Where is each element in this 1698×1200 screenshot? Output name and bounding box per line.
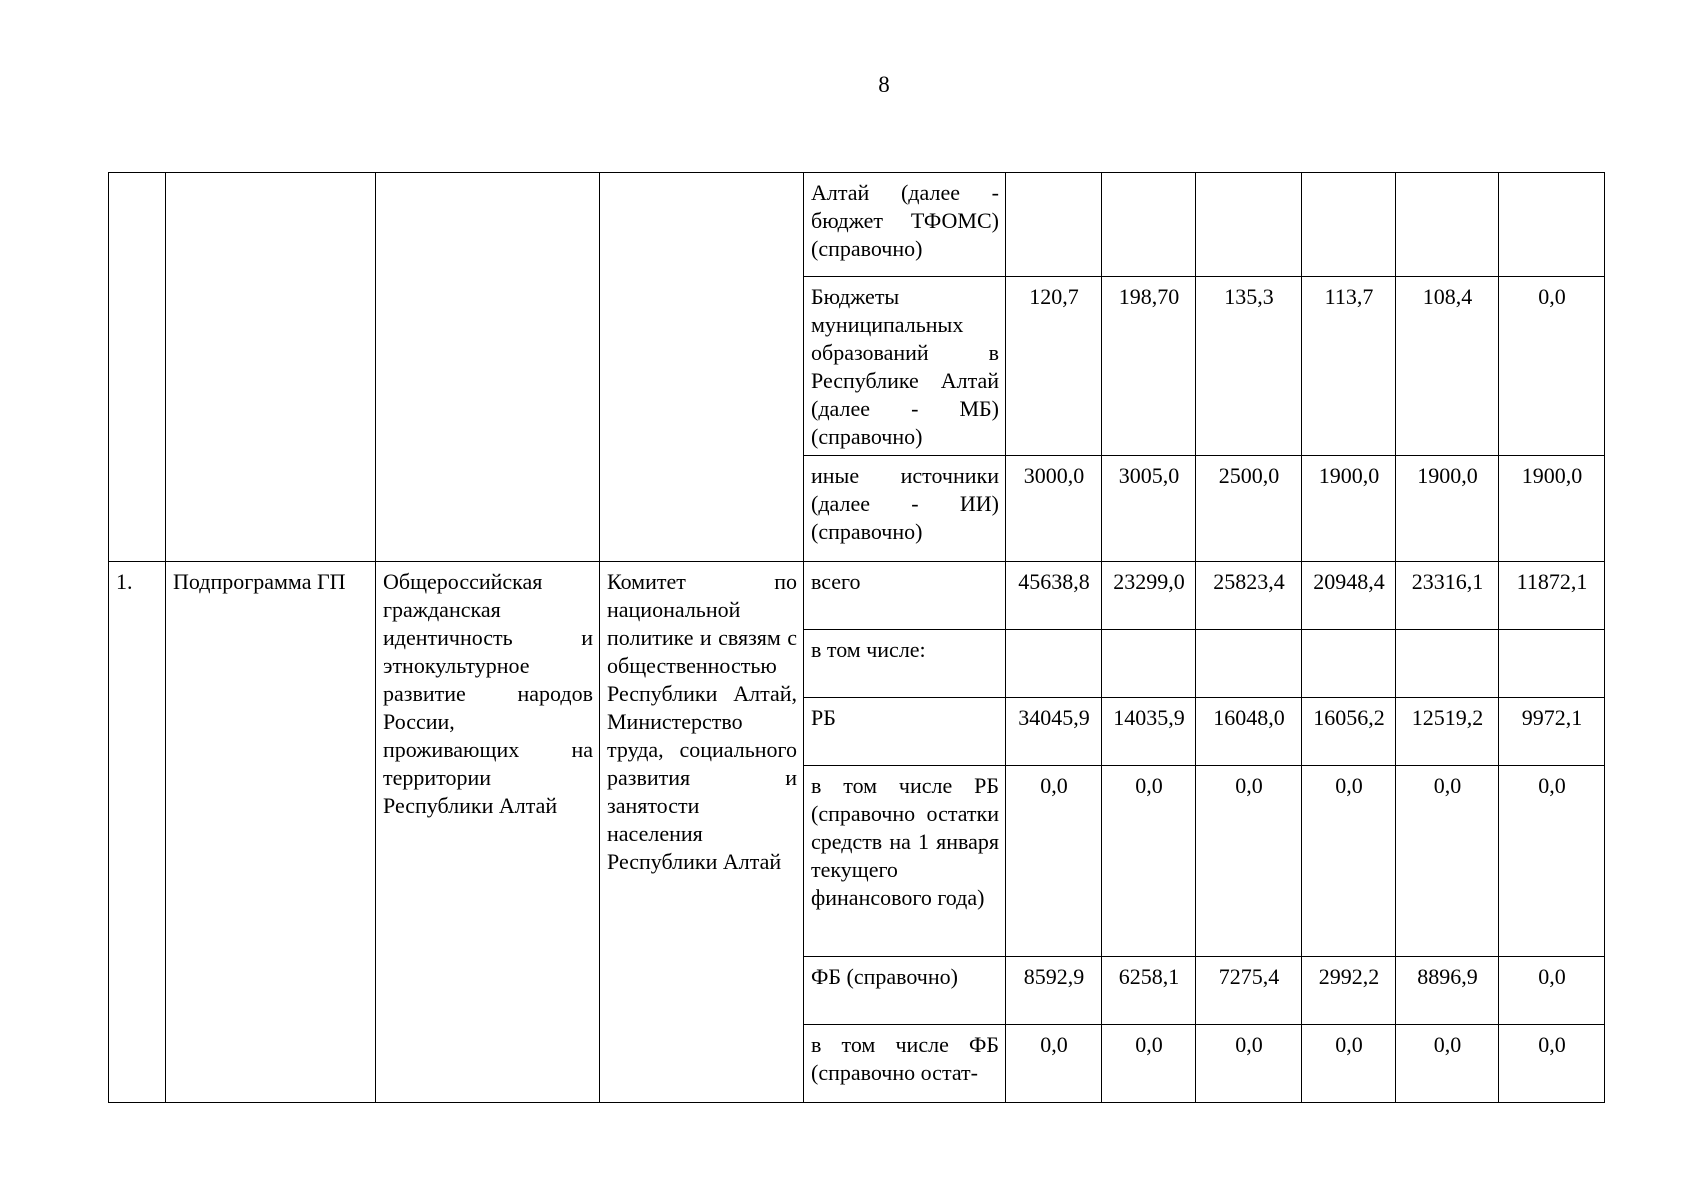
value-cell: 7275,4 (1196, 957, 1302, 1025)
funding-source-cell: в том числе РБ (справочно остатки средств на 1 января текущего финансового года) (804, 766, 1006, 957)
value-cell (1102, 173, 1196, 277)
funding-source-cell: Алтай (далее - бюджет ТФОМС) (справочно) (804, 173, 1006, 277)
value-cell (1302, 630, 1396, 698)
type-cell-empty (166, 173, 376, 562)
value-cell: 9972,1 (1499, 698, 1605, 766)
funding-source-cell: РБ (804, 698, 1006, 766)
value-cell: 1900,0 (1396, 456, 1499, 562)
value-cell (1499, 630, 1605, 698)
value-cell: 0,0 (1302, 766, 1396, 957)
value-cell (1006, 173, 1102, 277)
number-cell-empty (109, 173, 166, 562)
table-row (109, 173, 1605, 277)
value-cell: 2992,2 (1302, 957, 1396, 1025)
value-cell (1396, 630, 1499, 698)
value-cell: 34045,9 (1006, 698, 1102, 766)
value-cell (1302, 173, 1396, 277)
value-cell: 8592,9 (1006, 957, 1102, 1025)
value-cell: 0,0 (1396, 766, 1499, 957)
value-cell: 0,0 (1499, 766, 1605, 957)
value-cell: 135,3 (1196, 277, 1302, 456)
value-cell: 0,0 (1196, 766, 1302, 957)
value-cell: 14035,9 (1102, 698, 1196, 766)
value-cell: 12519,2 (1396, 698, 1499, 766)
value-cell: 3005,0 (1102, 456, 1196, 562)
value-cell (1102, 630, 1196, 698)
value-cell: 3000,0 (1006, 456, 1102, 562)
value-cell: 0,0 (1499, 1025, 1605, 1103)
funding-source-cell: всего (804, 562, 1006, 630)
subprogram-executor: Комитет по национальной политике и связям с общественностью Республики Алтай, Министерство труда, социального развития и занятости населения Республики Алтай (600, 562, 804, 1103)
funding-source-cell: иные источники (далее - ИИ) (справочно) (804, 456, 1006, 562)
value-cell: 1900,0 (1499, 456, 1605, 562)
value-cell: 120,7 (1006, 277, 1102, 456)
value-cell: 23299,0 (1102, 562, 1196, 630)
value-cell (1006, 630, 1102, 698)
value-cell (1196, 630, 1302, 698)
value-cell: 11872,1 (1499, 562, 1605, 630)
value-cell: 0,0 (1006, 766, 1102, 957)
subprogram-name: Общероссийская гражданская идентичность и этнокультурное развитие народов России, проживающих на территории Республики Алтай (376, 562, 600, 1103)
value-cell: 0,0 (1006, 1025, 1102, 1103)
value-cell: 6258,1 (1102, 957, 1196, 1025)
page-number: 8 (878, 72, 890, 97)
value-cell (1396, 173, 1499, 277)
value-cell: 45638,8 (1006, 562, 1102, 630)
value-cell: 108,4 (1396, 277, 1499, 456)
funding-source-cell: в том числе: (804, 630, 1006, 698)
value-cell: 0,0 (1302, 1025, 1396, 1103)
value-cell: 0,0 (1396, 1025, 1499, 1103)
value-cell: 0,0 (1499, 957, 1605, 1025)
subprogram-number: 1. (109, 562, 166, 1103)
value-cell: 1900,0 (1302, 456, 1396, 562)
value-cell: 20948,4 (1302, 562, 1396, 630)
value-cell: 16048,0 (1196, 698, 1302, 766)
table-row (109, 562, 1605, 630)
value-cell: 0,0 (1196, 1025, 1302, 1103)
value-cell (1499, 173, 1605, 277)
name-cell-empty (376, 173, 600, 562)
value-cell: 2500,0 (1196, 456, 1302, 562)
financing-table (108, 172, 1605, 1103)
value-cell: 0,0 (1102, 1025, 1196, 1103)
value-cell: 16056,2 (1302, 698, 1396, 766)
value-cell: 8896,9 (1396, 957, 1499, 1025)
subprogram-type: Подпрограмма ГП (166, 562, 376, 1103)
value-cell: 23316,1 (1396, 562, 1499, 630)
executor-cell-empty (600, 173, 804, 562)
value-cell: 198,70 (1102, 277, 1196, 456)
funding-source-cell: ФБ (справочно) (804, 957, 1006, 1025)
value-cell: 0,0 (1499, 277, 1605, 456)
funding-source-cell: в том числе ФБ (справочно остат- (804, 1025, 1006, 1103)
value-cell: 25823,4 (1196, 562, 1302, 630)
value-cell: 0,0 (1102, 766, 1196, 957)
value-cell (1196, 173, 1302, 277)
funding-source-cell: Бюджеты муниципальных образований в Республике Алтай (далее - МБ) (справочно) (804, 277, 1006, 456)
value-cell: 113,7 (1302, 277, 1396, 456)
